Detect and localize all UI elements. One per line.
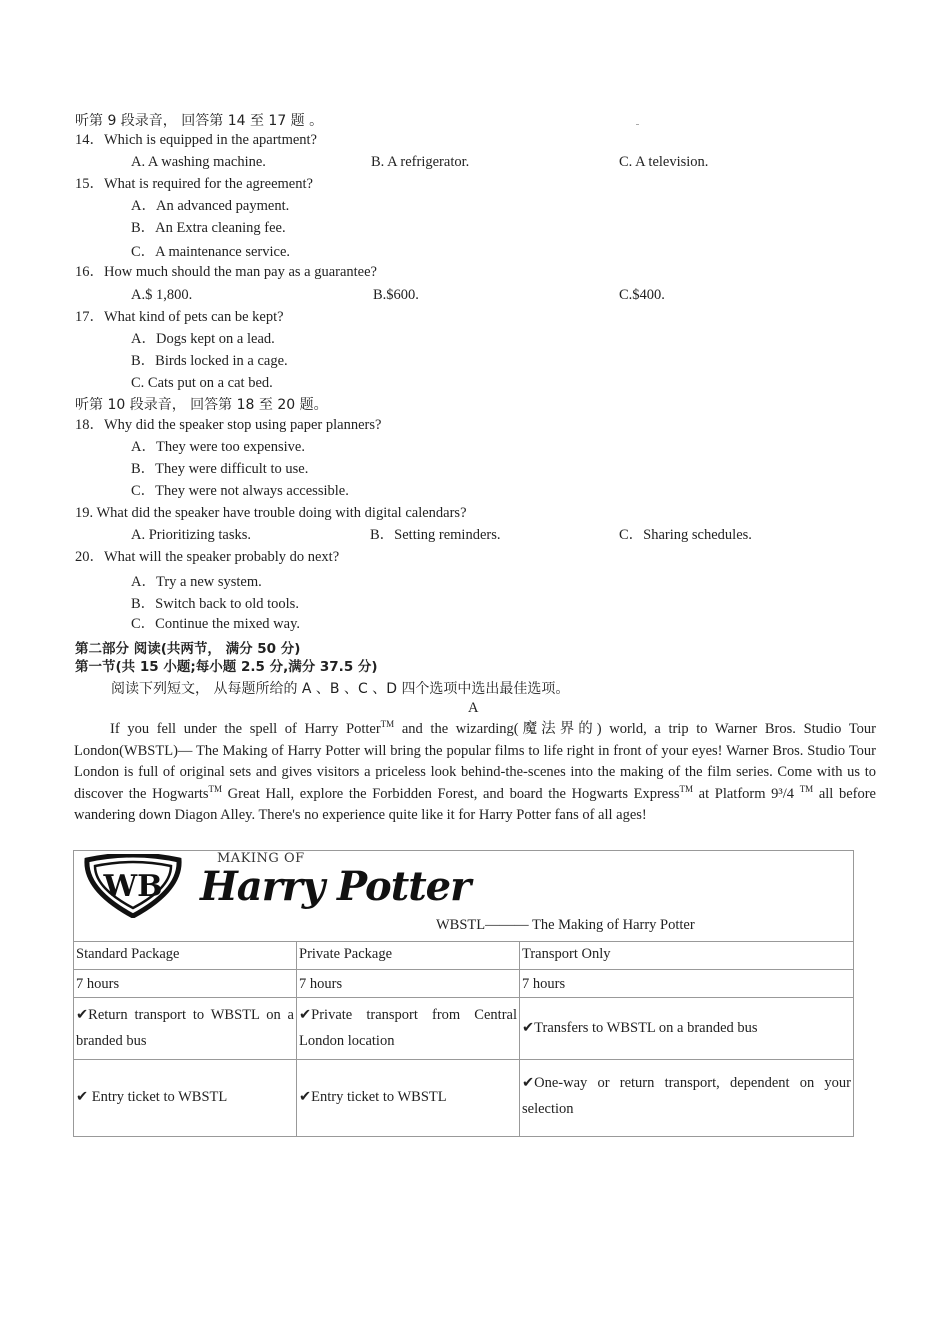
passage-text-4: at Platform 9³/4 (693, 785, 800, 802)
col-header-private: Private Package (297, 941, 520, 970)
transport-standard: ✔Return transport to WBSTL on a branded bus (74, 998, 297, 1060)
question-15-stem: 15．What is required for the agreement? (75, 176, 313, 192)
passage-text-2: and the wizarding(魔法界的) world, a trip to Warner Bros. Studio Tour London(WBSTL)— The Making of Harry Potter will bring the popular films to life right in front of your eyes! Warner Bros. Studio Tour London is full of original sets and gives visitors a priceless look behind-the-scenes into the making of the film series. Come with us to discover the Hogwarts (74, 721, 877, 802)
question-14-option-b: B. A refrigerator. (371, 154, 470, 170)
tm-mark: TM (380, 719, 395, 730)
part-2-section-1-title: 第一节(共 15 小题;每小题 2.5 分,满分 37.5 分) (75, 659, 378, 675)
tm-mark: TM (799, 783, 814, 794)
passage-paragraph (74, 719, 876, 827)
question-19-option-a: A. Prioritizing tasks. (131, 527, 252, 543)
passage-text-3: Great Hall, explore the Forbidden Forest, and board the Hogwarts Express (222, 785, 680, 802)
wb-shield-logo (81, 854, 185, 918)
question-17-option-c: C. Cats put on a cat bed. (131, 375, 273, 391)
question-15-option-b: B．An Extra cleaning fee. (131, 220, 286, 236)
hours-standard: 7 hours (74, 970, 297, 998)
reading-instruction: 阅读下列短文， 从每题所给的 A 、B 、C 、D 四个选项中选出最佳选项。 (111, 681, 570, 697)
wb-logo-text: WB (103, 869, 163, 904)
passage-text-5: all before wandering down Diagon Alley. There's no experience quite like it for Harry Potter fans of all ages! (74, 785, 876, 823)
question-14-option-c: C. A television. (619, 154, 709, 170)
question-19-option-b: B．Setting reminders. (370, 527, 501, 543)
transport-only-detail: ✔One-way or return transport, dependent on your selection (522, 1075, 851, 1117)
tm-mark: TM (208, 783, 223, 794)
entry-standard: ✔ Entry ticket to WBSTL (74, 1060, 297, 1136)
transport-private: ✔Private transport from Central London location (297, 998, 520, 1060)
question-16-option-a: A.$ 1,800. (131, 287, 193, 303)
question-17-option-a: A．Dogs kept on a lead. (131, 331, 275, 347)
question-15-option-a: A．An advanced payment. (131, 198, 290, 214)
question-19-option-c: C．Sharing schedules. (619, 527, 752, 543)
logo-making-of: MAKING OF (217, 851, 305, 866)
question-16-option-c: C.$400. (619, 287, 665, 303)
section-10-header: 听第 10 段录音， 回答第 18 至 20 题。 (75, 397, 328, 413)
question-15-option-c: C．A maintenance service. (131, 244, 291, 260)
hours-transport: 7 hours (520, 970, 853, 998)
question-14-option-a: A. A washing machine. (131, 154, 266, 170)
tm-mark: TM (679, 783, 694, 794)
question-19-stem: 19. What did the speaker have trouble doing with digital calendars? (75, 505, 467, 521)
part-2-title: 第二部分 阅读(共两节， 满分 50 分) (75, 641, 301, 657)
entry-private: ✔Entry ticket to WBSTL (297, 1060, 520, 1136)
question-18-option-b: B．They were difficult to use. (131, 461, 309, 477)
table-logo-row (74, 851, 853, 942)
question-18-stem: 18．Why did the speaker stop using paper planners? (75, 417, 382, 433)
col-header-transport: Transport Only (520, 941, 853, 970)
question-16-option-b: B.$600. (373, 287, 419, 303)
stray-mark (636, 124, 639, 125)
question-17-option-b: B．Birds locked in a cage. (131, 353, 288, 369)
table-caption: WBSTL——— The Making of Harry Potter (436, 917, 695, 933)
package-table (73, 850, 854, 1137)
question-17-stem: 17．What kind of pets can be kept? (75, 309, 284, 325)
logo-harry-potter: Harry Potter (200, 863, 471, 910)
section-9-header: 听第 9 段录音， 回答第 14 至 17 题 。 (75, 113, 324, 129)
col-header-standard: Standard Package (74, 941, 297, 970)
question-20-option-a: A．Try a new system. (131, 574, 262, 590)
transport-only: ✔Transfers to WBSTL on a branded bus (520, 998, 853, 1060)
question-20-option-c: C．Continue the mixed way. (131, 616, 301, 632)
passage-text-1: If you fell under the spell of Harry Potter (110, 721, 381, 737)
question-20-stem: 20．What will the speaker probably do next? (75, 549, 340, 565)
question-14-stem: 14．Which is equipped in the apartment? (75, 132, 317, 148)
passage-letter: A (468, 700, 479, 716)
question-16-stem: 16．How much should the man pay as a guarantee? (75, 264, 377, 280)
question-20-option-b: B．Switch back to old tools. (131, 596, 299, 612)
hours-private: 7 hours (297, 970, 520, 998)
question-18-option-c: C．They were not always accessible. (131, 483, 349, 499)
question-18-option-a: A．They were too expensive. (131, 439, 305, 455)
